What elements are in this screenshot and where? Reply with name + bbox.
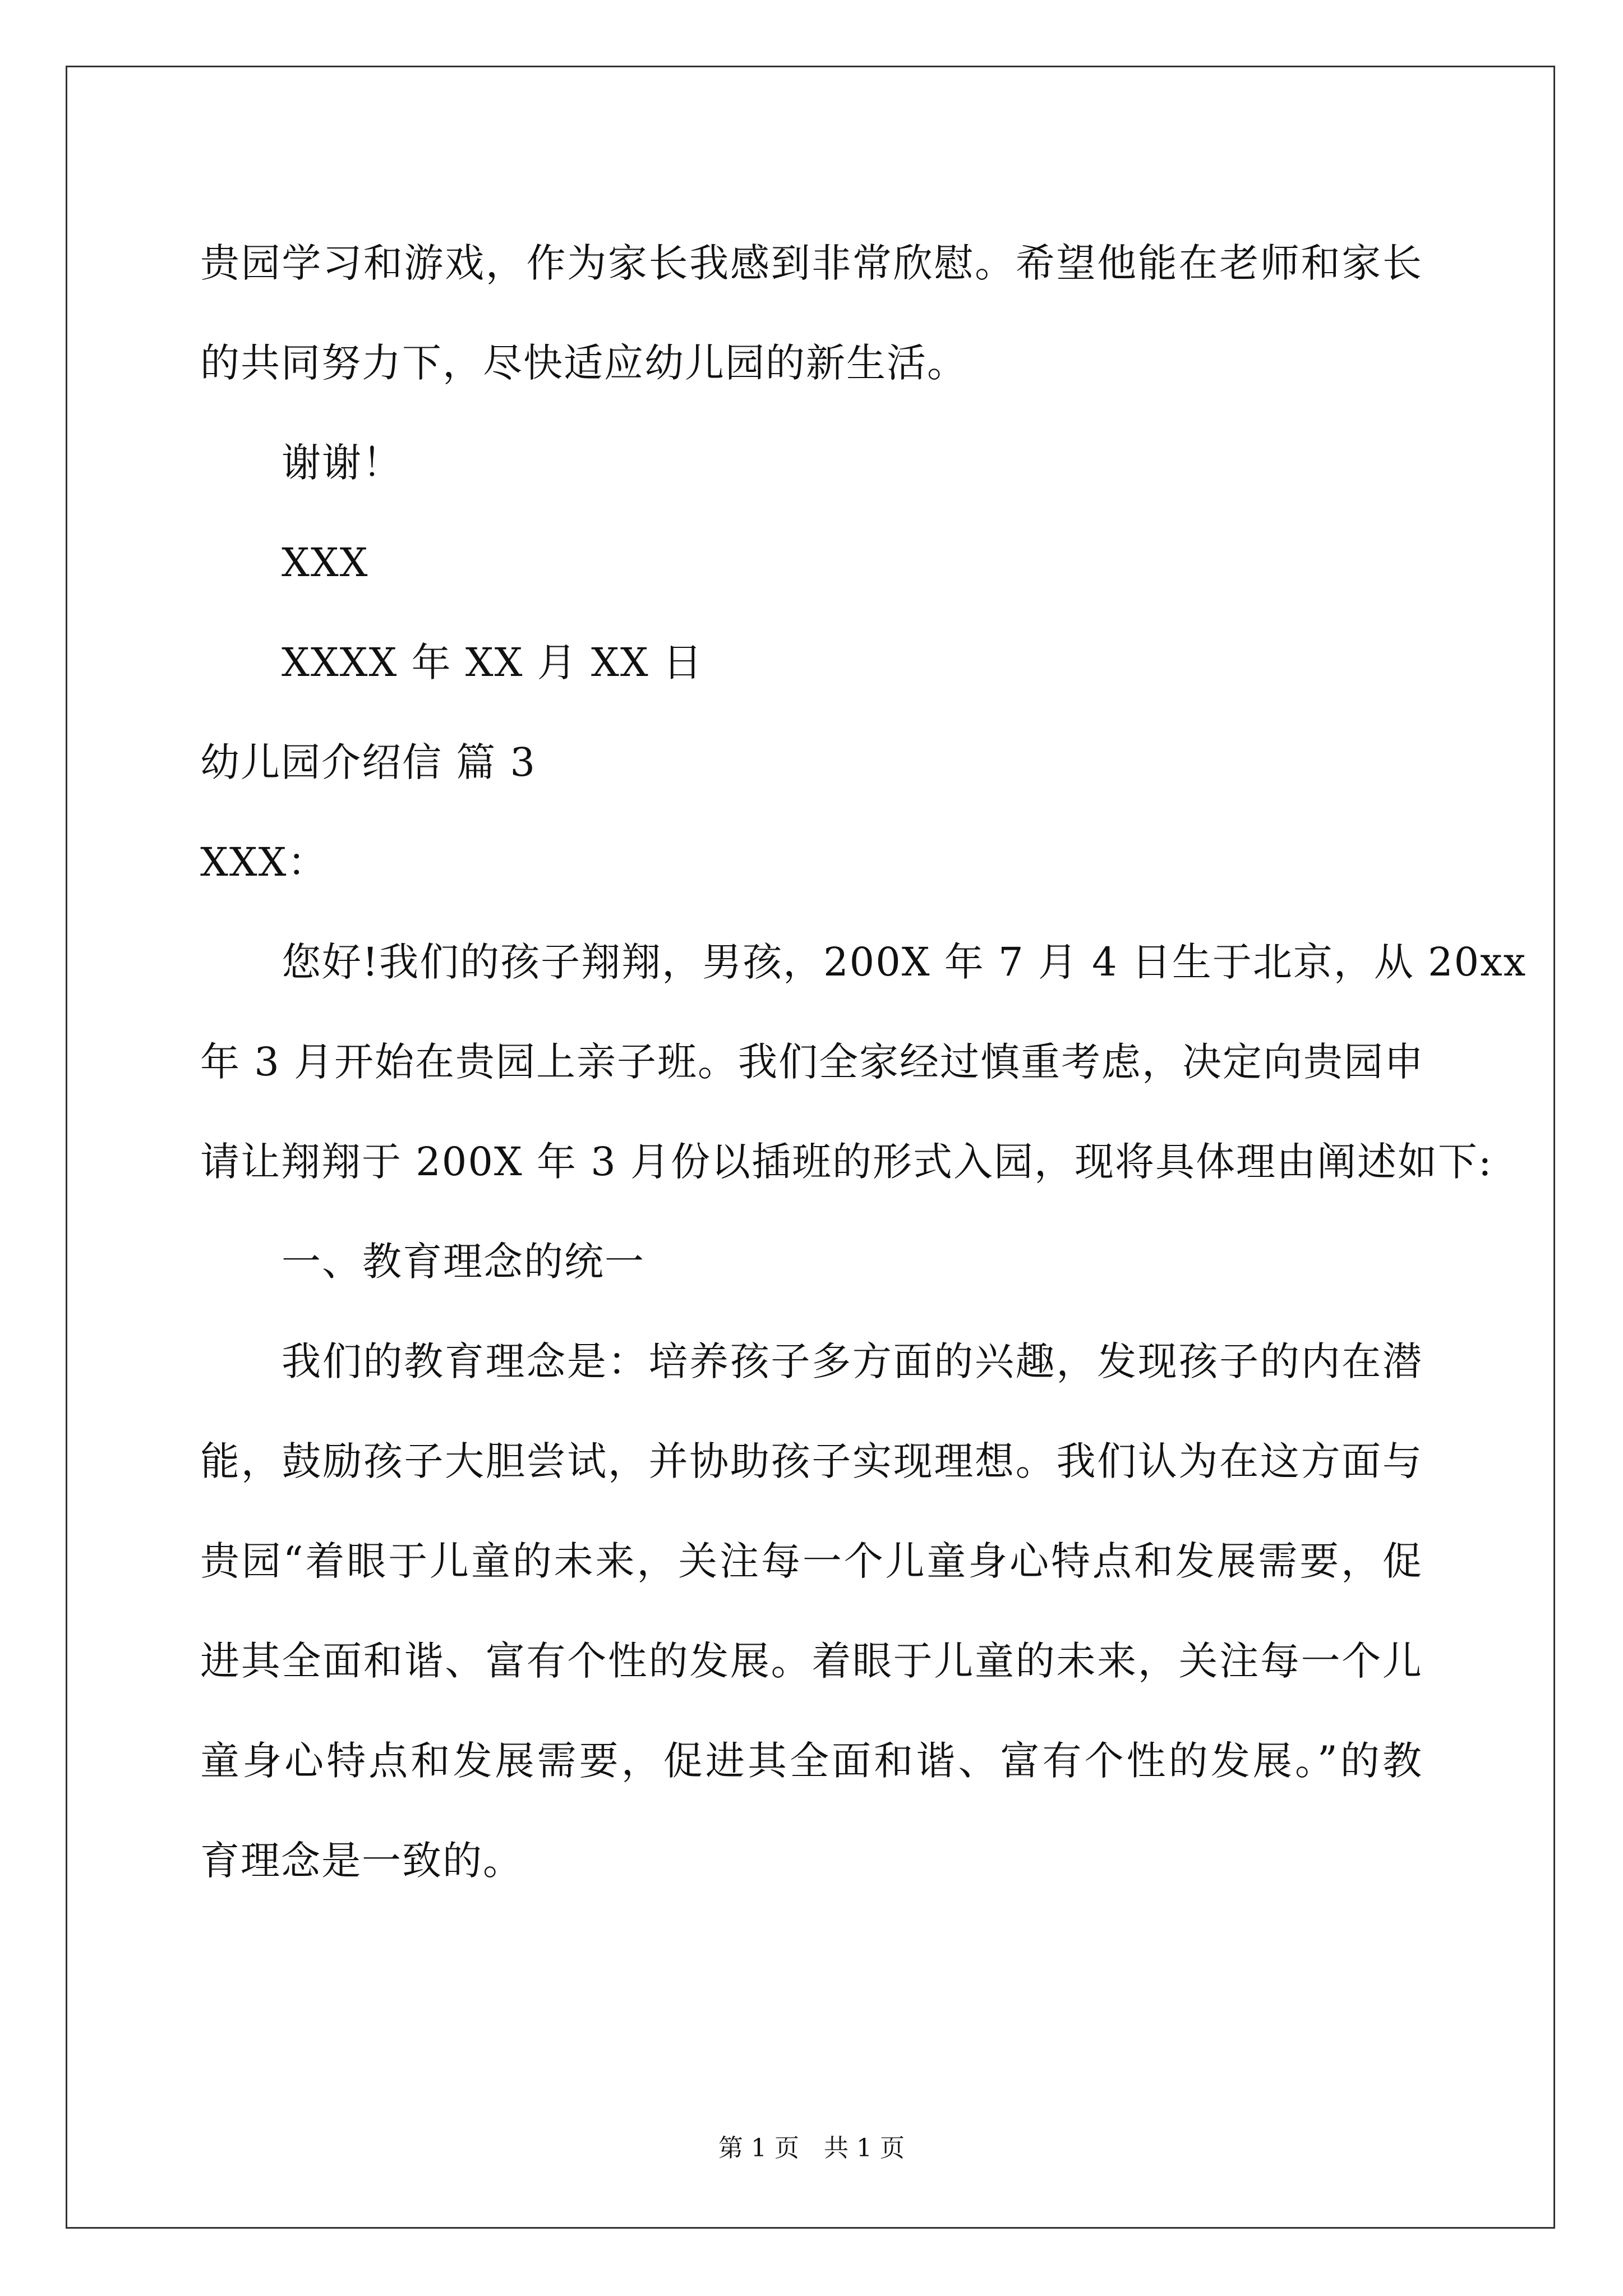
text-line: 请让翔翔于 200X 年 3 月份以插班的形式入园，现将具体理由阐述如下: bbox=[200, 1139, 1493, 1185]
text-line: 进其全面和谐、富有个性的发展。着眼于儿童的未来，关注每一个儿 bbox=[200, 1638, 1423, 1684]
text-line: 的共同努力下，尽快适应幼儿园的新生活。 bbox=[200, 340, 967, 386]
document-body bbox=[200, 213, 1527, 1911]
page-footer: 第 1 页 共 1 页 bbox=[718, 2134, 905, 2162]
text-line: 贵园学习和游戏，作为家长我感到非常欣慰。希望他能在老师和家长 bbox=[200, 240, 1423, 286]
text-line: 您好!我们的孩子翔翔，男孩，200X 年 7 月 4 日生于北京，从 20xx bbox=[282, 939, 1527, 985]
section-title: 幼儿园介绍信 篇 3 bbox=[200, 739, 537, 785]
salutation: XXX： bbox=[200, 839, 328, 885]
text-line: 谢谢！ bbox=[282, 440, 403, 486]
signature-date: XXXX 年 XX 月 XX 日 bbox=[282, 639, 703, 685]
text-line: 能，鼓励孩子大胆尝试，并协助孩子实现理想。我们认为在这方面与 bbox=[200, 1438, 1423, 1484]
text-line: 贵园“着眼于儿童的未来，关注每一个儿童身心特点和发展需要，促 bbox=[200, 1538, 1423, 1584]
text-line: 我们的教育理念是：培养孩子多方面的兴趣，发现孩子的内在潜 bbox=[282, 1338, 1423, 1384]
text-line: 年 3 月开始在贵园上亲子班。我们全家经过慎重考虑，决定向贵园申 bbox=[200, 1039, 1425, 1085]
text-line: 育理念是一致的。 bbox=[200, 1838, 523, 1884]
subsection-heading: 一、教育理念的统一 bbox=[282, 1239, 645, 1285]
text-line: 童身心特点和发展需要，促进其全面和谐、富有个性的发展。”的教 bbox=[200, 1738, 1423, 1784]
signature-name: XXX bbox=[282, 540, 369, 586]
